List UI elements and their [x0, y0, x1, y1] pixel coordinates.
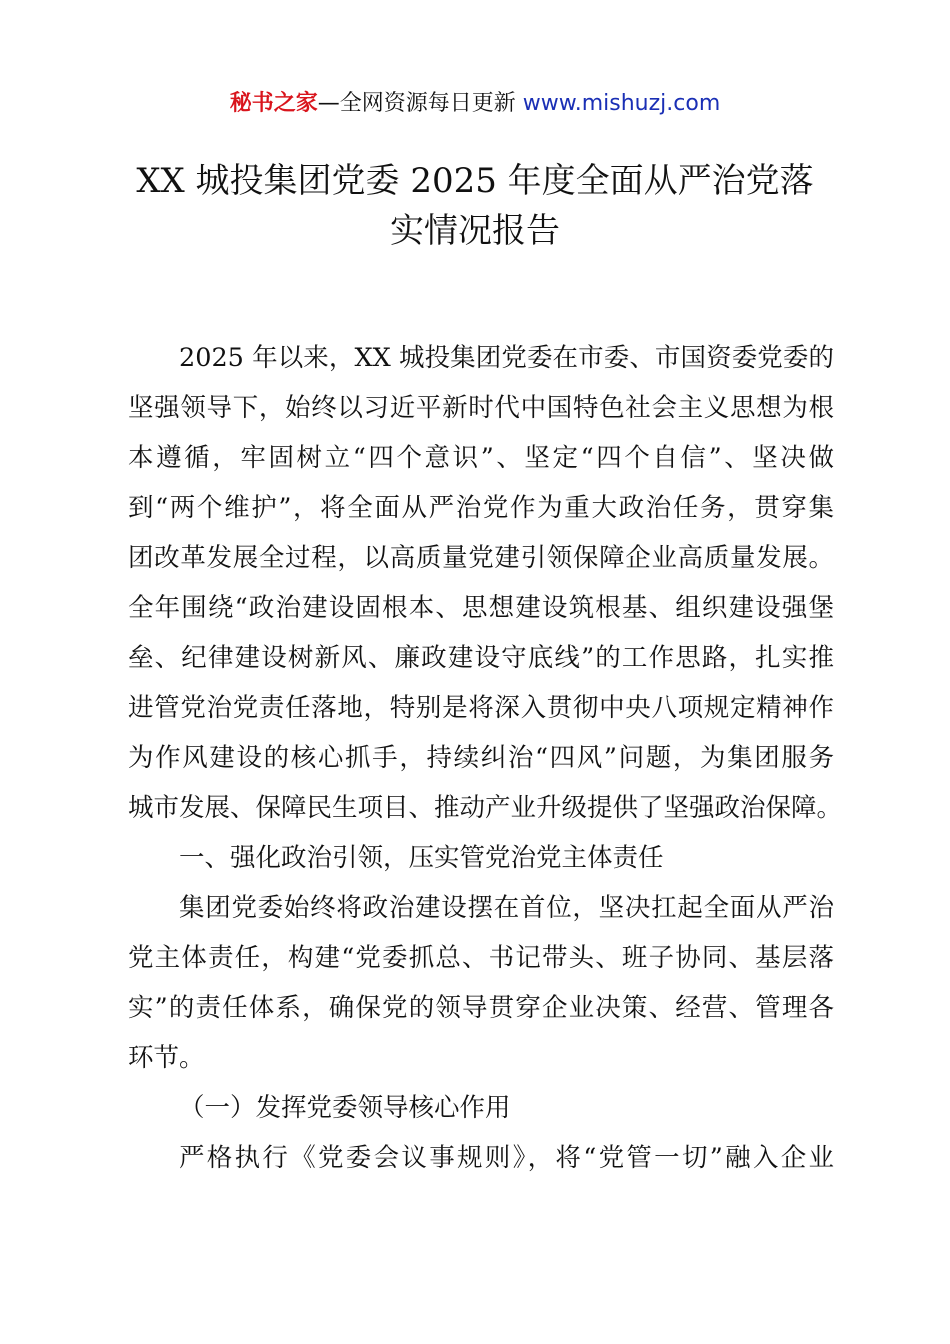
subsection-1-paragraph — [128, 1133, 834, 1183]
paragraph-line: 进管党治党责任落地，特别是将深入贯彻中央八项规定精神作 — [128, 693, 834, 723]
paragraph-line: 团改革发展全过程，以高质量党建引领保障企业高质量发展。 — [128, 543, 834, 573]
paragraph-line: 垒、纪律建设树新风、廉政建设守底线”的工作思路，扎实推 — [128, 643, 834, 673]
paragraph-line: 严格执行《党委会议事规则》，将“党管一切”融入企业 — [179, 1143, 834, 1173]
section-1-paragraph — [128, 883, 834, 1083]
paragraph-line: 集团党委始终将政治建设摆在首位，坚决扛起全面从严治 — [179, 893, 834, 923]
paragraph-line: 2025 年以来，XX 城投集团党委在市委、市国资委党委的 — [179, 343, 834, 373]
title-line-2: 实情况报告 — [390, 211, 560, 251]
paragraph-line: 城市发展、保障民生项目、推动产业升级提供了坚强政治保障。 — [128, 793, 843, 823]
document-body — [128, 333, 843, 1183]
paragraph-line: 为作风建设的核心抓手，持续纠治“四风”问题，为集团服务 — [128, 743, 834, 773]
page-header — [0, 86, 950, 122]
paragraph-line: 党主体责任，构建“党委抓总、书记带头、班子协同、基层落 — [128, 943, 834, 973]
paragraph-line: 到“两个维护”，将全面从严治党作为重大政治任务，贯穿集 — [128, 493, 834, 523]
title-line-1: XX 城投集团党委 2025 年度全面从严治党落 — [136, 161, 814, 201]
paragraph-line: 环节。 — [128, 1043, 205, 1073]
paragraph-line: 实”的责任体系，确保党的领导贯穿企业决策、经营、管理各 — [128, 993, 834, 1023]
paragraph-line: 本遵循，牢固树立“四个意识”、坚定“四个自信”、坚决做 — [128, 443, 834, 473]
intro-paragraph — [128, 333, 843, 833]
site-url[interactable]: www.mishuzj.com — [522, 91, 721, 116]
paragraph-line: 全年围绕“政治建设固根本、思想建设筑根基、组织建设强堡 — [128, 593, 834, 623]
brand-name: 秘书之家 — [229, 91, 318, 116]
paragraph-line: 坚强领导下，始终以习近平新时代中国特色社会主义思想为根 — [128, 393, 834, 423]
subsection-heading-1: （一）发挥党委领导核心作用 — [179, 1093, 511, 1123]
header-tagline: —全网资源每日更新 — [317, 91, 523, 116]
document-title — [120, 156, 830, 256]
section-heading-1: 一、强化政治引领，压实管党治党主体责任 — [179, 843, 664, 873]
